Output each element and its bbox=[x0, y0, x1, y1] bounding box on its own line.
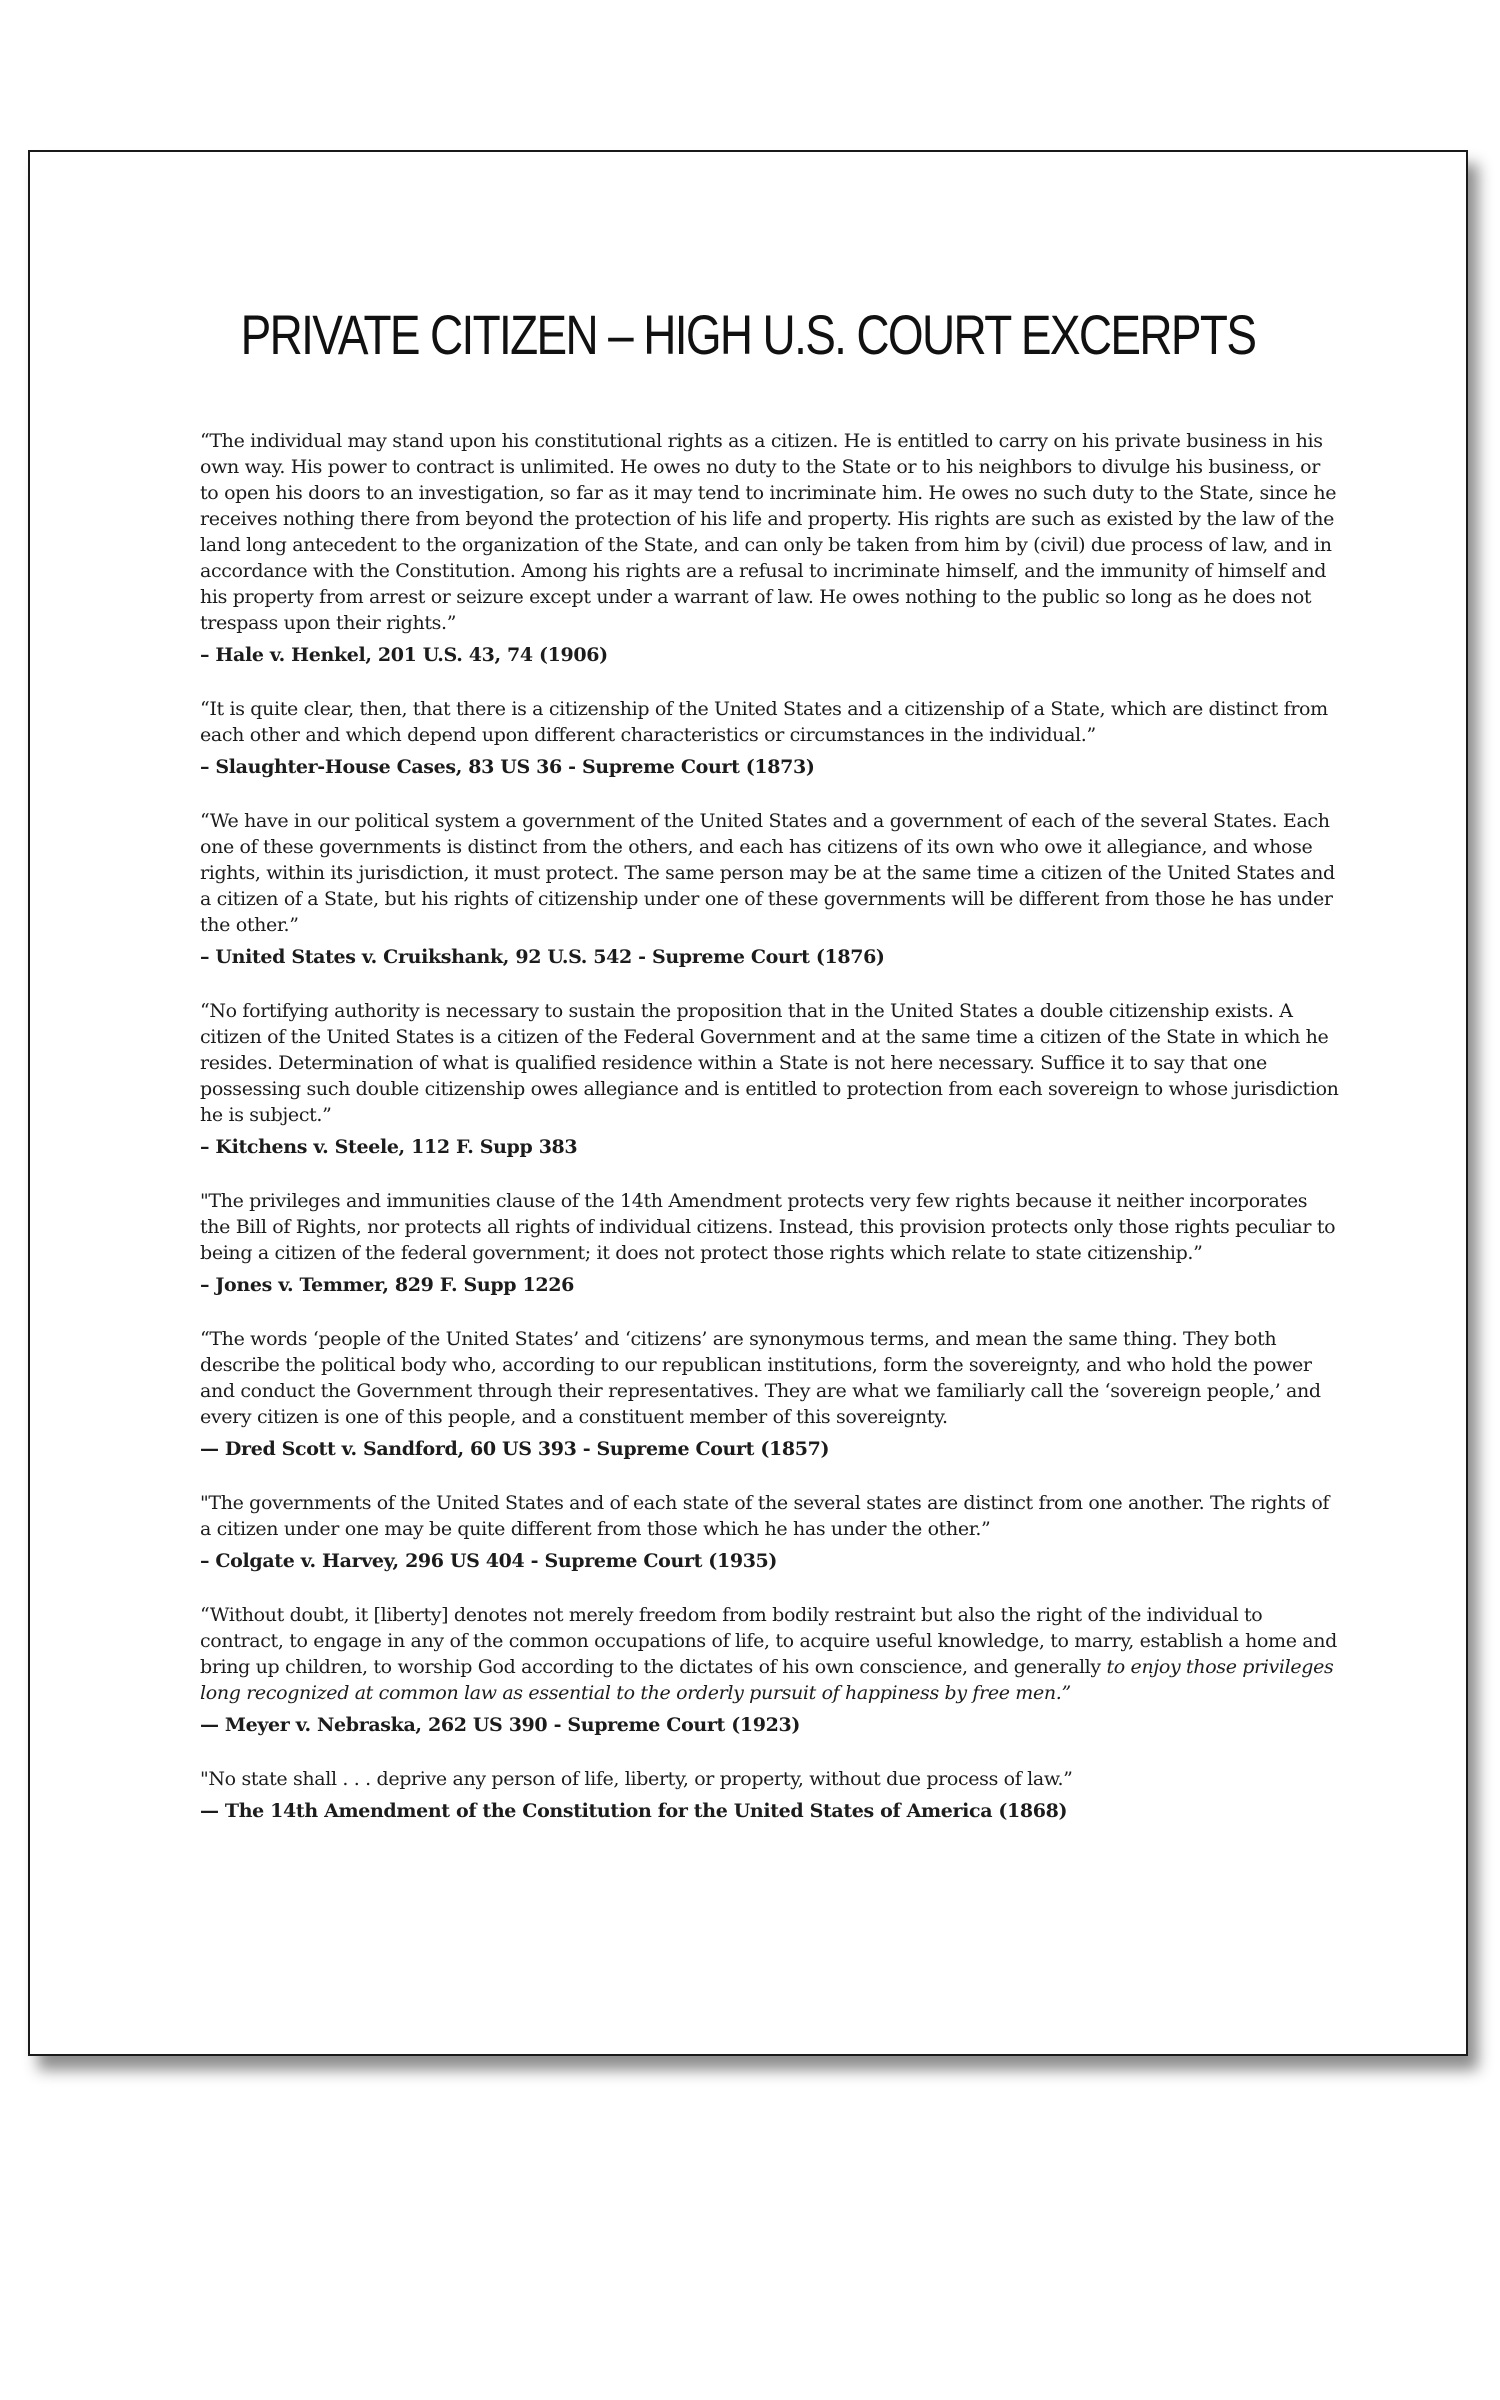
excerpt-cruikshank bbox=[200, 808, 1340, 970]
excerpt-citation: – Kitchens v. Steele, 112 F. Supp 383 bbox=[200, 1136, 578, 1158]
excerpt-meyer-v-nebraska bbox=[200, 1602, 1340, 1738]
excerpt-kitchens-v-steele bbox=[200, 998, 1340, 1160]
page-title: PRIVATE CITIZEN – HIGH U.S. COURT EXCERPTS bbox=[240, 303, 1256, 366]
excerpt-citation: — Meyer v. Nebraska, 262 US 390 - Supreme Court (1923) bbox=[200, 1714, 800, 1736]
excerpt-quote: "No state shall . . . deprive any person of life, liberty, or property, without due process of law.” bbox=[200, 1768, 1073, 1790]
excerpt-quote: "The privileges and immunities clause of the 14th Amendment protects very few rights because it neither incorporates the Bill of Rights, nor protects all rights of individual citizens. Instead, this provision protects only those rights peculiar to being a citizen of the federal government; it does not protect those rights which relate to state citizenship.” bbox=[200, 1190, 1336, 1264]
excerpt-quote: "The governments of the United States and of each state of the several states are distinct from one another. The rights of a citizen under one may be quite different from those which he has under the other.” bbox=[200, 1492, 1330, 1540]
excerpt-colgate-v-harvey bbox=[200, 1490, 1340, 1574]
excerpt-quote: “We have in our political system a government of the United States and a government of each of the several States. Each one of these governments is distinct from the others, and each has citizens of its own who owe it allegiance, and whose rights, within its jurisdiction, it must protect. The same person may be at the same time a citizen of the United States and a citizen of a State, but his rights of citizenship under one of these governments will be different from those he has under the other.” bbox=[200, 810, 1335, 936]
document-page bbox=[28, 150, 1468, 2056]
excerpt-citation: – Slaughter-House Cases, 83 US 36 - Supreme Court (1873) bbox=[200, 756, 815, 778]
excerpt-citation: – Hale v. Henkel, 201 U.S. 43, 74 (1906) bbox=[200, 644, 608, 666]
excerpt-citation: – Jones v. Temmer, 829 F. Supp 1226 bbox=[200, 1274, 574, 1296]
excerpt-quote: “The individual may stand upon his constitutional rights as a citizen. He is entitled to carry on his private business in his own way. His power to contract is unlimited. He owes no duty to the State or to his neighbors to divulge his business, or to open his doors to an investigation, so far as it may tend to incriminate him. He owes no such duty to the State, since he receives nothing there from beyond the protection of his life and property. His rights are such as existed by the law of the land long antecedent to the organization of the State, and can only be taken from him by (civil) due process of law, and in accordance with the Constitution. Among his rights are a refusal to incriminate himself, and the immunity of himself and his property from arrest or seizure except under a warrant of law. He owes nothing to the public so long as he does not trespass upon their rights.” bbox=[200, 430, 1337, 634]
excerpt-slaughter-house bbox=[200, 696, 1340, 780]
excerpt-quote-text: “Without doubt, it [liberty] denotes not merely freedom from bodily restraint but also the right of the individual to contract, to engage in any of the common occupations of life, to acquire useful knowledge, to marry, establish a home and bring up children, to worship God according to the dictates of his own conscience, and generally bbox=[200, 1604, 1337, 1678]
excerpt-hale-v-henkel bbox=[200, 428, 1340, 668]
excerpt-dred-scott bbox=[200, 1326, 1340, 1462]
excerpt-quote-italic: to enjoy those privileges long recognized at common law as essential to the orderly pursuit of happiness by free men.” bbox=[200, 1656, 1334, 1704]
excerpt-quote: “It is quite clear, then, that there is a citizenship of the United States and a citizenship of a State, which are distinct from each other and which depend upon different characteristics or circumstances in the individual.” bbox=[200, 698, 1328, 746]
excerpt-quote: “The words ‘people of the United States’ and ‘citizens’ are synonymous terms, and mean the same thing. They both describe the political body who, according to our republican institutions, form the sovereignty, and who hold the power and conduct the Government through their representatives. They are what we familiarly call the ‘sovereign people,’ and every citizen is one of this people, and a constituent member of this sovereignty. bbox=[200, 1328, 1321, 1428]
excerpt-citation: — The 14th Amendment of the Constitution for the United States of America (1868) bbox=[200, 1800, 1068, 1822]
excerpt-14th-amendment bbox=[200, 1766, 1340, 1824]
excerpt-jones-v-temmer bbox=[200, 1188, 1340, 1298]
excerpt-quote bbox=[200, 1602, 1340, 1706]
excerpt-citation: – United States v. Cruikshank, 92 U.S. 542 - Supreme Court (1876) bbox=[200, 946, 885, 968]
excerpt-citation: — Dred Scott v. Sandford, 60 US 393 - Supreme Court (1857) bbox=[200, 1438, 830, 1460]
excerpt-quote: “No fortifying authority is necessary to sustain the proposition that in the United States a double citizenship exists. A citizen of the United States is a citizen of the Federal Government and at the same time a citizen of the State in which he resides. Determination of what is qualified residence within a State is not here necessary. Suffice it to say that one possessing such double citizenship owes allegiance and is entitled to protection from each sovereign to whose jurisdiction he is subject.” bbox=[200, 1000, 1339, 1126]
excerpt-list bbox=[200, 428, 1340, 1852]
excerpt-citation: – Colgate v. Harvey, 296 US 404 - Supreme Court (1935) bbox=[200, 1550, 778, 1572]
